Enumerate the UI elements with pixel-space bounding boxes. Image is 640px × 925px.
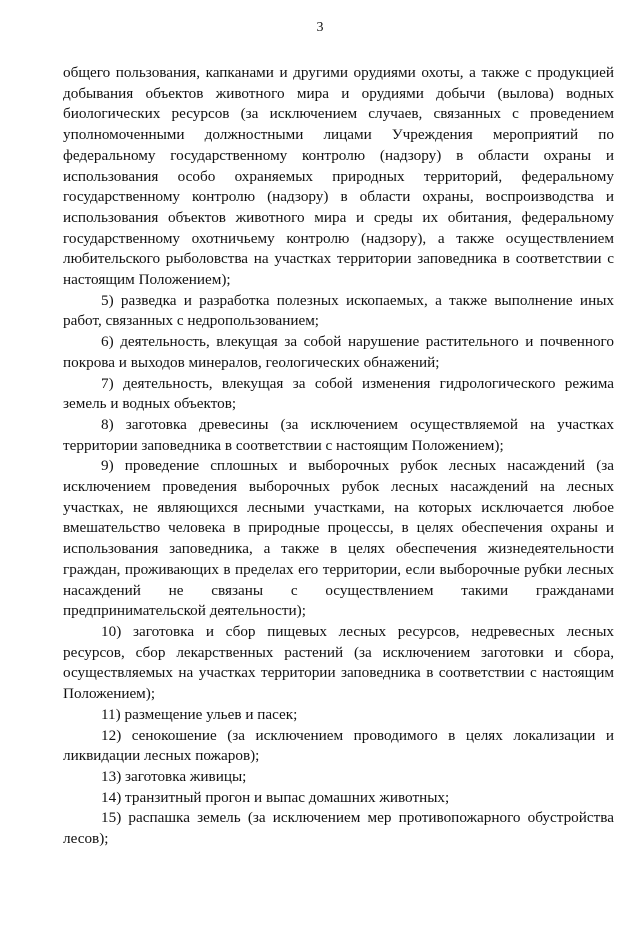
- list-item-10: 10) заготовка и сбор пищевых лесных ресурсов, недревесных лесных ресурсов, сбор лекарственных растений (за исключением заготовки и сбора, осуществляемых на участках территории заповедника в соответствии с настоящим Положением);: [63, 622, 614, 703]
- list-item-15: 15) распашка земель (за исключением мер противопожарного обустройства лесов);: [63, 809, 614, 848]
- page-number: 3: [316, 20, 324, 35]
- list-item-7: 7) деятельность, влекущая за собой изменения гидрологического режима земель и водных объектов;: [63, 374, 614, 413]
- list-item-12: 12) сенокошение (за исключением проводимого в целях локализации и ликвидации лесных пожаров);: [63, 726, 614, 765]
- list-item-5: 5) разведка и разработка полезных ископаемых, а также выполнение иных работ, связанных с недропользованием;: [63, 291, 614, 330]
- list-item-13: 13) заготовка живицы;: [101, 767, 247, 785]
- list-item-11: 11) размещение ульев и пасек;: [101, 705, 298, 723]
- list-item-6: 6) деятельность, влекущая за собой нарушение растительного и почвенного покрова и выходов минералов, геологических обнажений;: [63, 333, 614, 371]
- document-body: [63, 63, 614, 850]
- list-item-8: 8) заготовка древесины (за исключением осуществляемой на участках территории заповедника в соответствии с настоящим Положением);: [63, 415, 614, 454]
- list-item-14: 14) транзитный прогон и выпас домашних животных;: [101, 788, 450, 806]
- paragraph-continuation: общего пользования, капканами и другими орудиями охоты, а также с продукцией добывания объектов животного мира и орудиями добычи (вылова) водных биологических ресурсов (за исключением случаев, связанных с проведением уполномоченными должностными лицами Учреждения мероприятий по федеральному государственному контролю (надзору) в области охраны и использования особо охраняемых природных территорий, федеральному государственному контролю (надзору) в области охраны, воспроизводства и использования объектов животного мира и среды их обитания, федеральному государственному охотничьему контролю (надзору), а также осуществлением любительского рыболовства на участках территории заповедника в соответствии с настоящим Положением);: [63, 64, 614, 289]
- list-item-9: 9) проведение сплошных и выборочных рубок лесных насаждений (за исключением проведения выборочных рубок лесных насаждений на лесных участках, не являющихся лесными участками, на которых исключается любое вмешательство человека в природные процессы, в целях обеспечения охраны и использования заповедника, а также в целях обеспечения жизнедеятельности граждан, проживающих в пределах его территории, если выборочные рубки лесных насаждений не связаны с осуществлением такими гражданами предпринимательской деятельности);: [63, 457, 614, 620]
